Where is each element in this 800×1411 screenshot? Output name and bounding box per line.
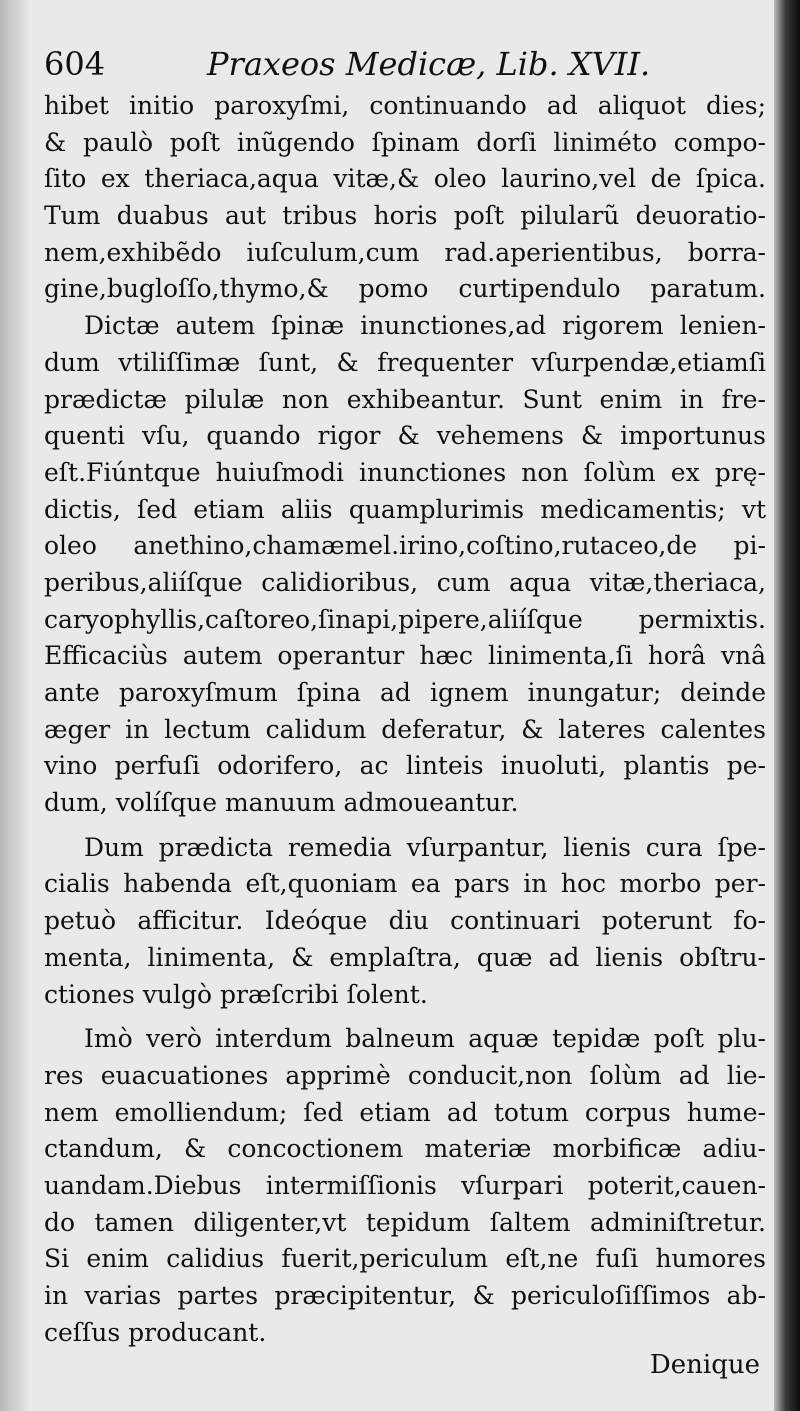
paragraph-1 [44, 88, 766, 308]
text-line: ſito ex theriaca,aqua vitæ,& oleo laurino,vel de ſpica. [44, 164, 766, 194]
text-line: Efficaciùs autem operantur hæc linimenta,ſi horâ vnâ [44, 641, 766, 671]
paragraph-2 [44, 308, 766, 822]
text-line: dictis, ſed etiam aliis quamplurimis medicamentis; vt [44, 494, 766, 524]
text-line: menta, linimenta, & emplaſtra, quæ ad lienis obſtru- [44, 942, 766, 972]
text-line: petuò afficitur. Ideóque diu continuari poterunt fo- [44, 906, 766, 936]
text-line: do tamen diligenter,vt tepidum ſaltem adminiſtretur. [44, 1207, 766, 1237]
text-line: dum, volíſque manuum admoueantur. [44, 788, 519, 818]
text-line: in varias partes præcipitentur, & periculoſiſſimos ab- [44, 1281, 766, 1310]
page-edge [774, 0, 800, 1411]
text-line: & paulò poſt inũgendo ſpinam dorſi liniméto compo- [44, 127, 766, 157]
text-line: Imò verò interdum balneum aquæ tepidæ poſt plu- [84, 1024, 766, 1054]
paragraph-gap [44, 822, 766, 830]
paragraph-gap [44, 1013, 766, 1021]
text-line: vino perfuſi odorifero, ac linteis inuoluti, plantis pe- [44, 751, 766, 781]
running-head [44, 40, 766, 88]
text-line: gine,bugloſſo,thymo,& pomo curtipendulo paratum. [44, 274, 766, 304]
text-line: Dum prædicta remedia vſurpantur, lienis cura ſpe- [84, 832, 766, 862]
text-line: nem,exhibẽdo iuſculum,cum rad.aperientibus, borra- [44, 237, 766, 267]
text-line: peribus,aliíſque calidioribus, cum aqua vitæ,theriaca, [44, 567, 766, 597]
text-line: æger in lectum calidum deferatur, & lateres calentes [44, 714, 766, 744]
page-number: 604 [44, 45, 106, 83]
text-line: cialis habenda eſt,quoniam ea pars in hoc morbo per- [44, 869, 766, 899]
text-block [44, 40, 766, 1351]
text-line: hibet initio paroxyſmi, continuando ad aliquot dies; [44, 91, 766, 120]
text-line: Tum duabus aut tribus horis poſt pilularũ deuoratio- [44, 201, 766, 231]
text-line: caryophyllis,caſtoreo,ſinapi,pipere,aliíſque permixtis. [44, 604, 766, 634]
text-line: ctiones vulgò præſcribi ſolent. [44, 979, 428, 1009]
text-line: quenti vſu, quando rigor & vehemens & importunus [44, 421, 766, 451]
text-line: nem emolliendum; ſed etiam ad totum corpus hume- [44, 1097, 766, 1127]
text-line: eſt.Fiúntque huiuſmodi inunctiones non ſolùm ex prę- [44, 457, 766, 487]
paragraph-3 [44, 830, 766, 1013]
text-line: res euacuationes apprimè conducit,non ſolùm ad lie- [44, 1060, 766, 1090]
text-line: oleo anethino,chamæmel.irino,coſtino,rutaceo,de pi- [44, 531, 766, 561]
text-line: ante paroxyſmum ſpina ad ignem inungatur; deinde [44, 678, 766, 707]
gutter-shadow [0, 0, 30, 1411]
text-line: Si enim calidius fuerit,periculum eſt,ne fuſi humores [44, 1244, 766, 1274]
text-line: ceſſus producant. [44, 1317, 267, 1347]
running-title: Praxeos Medicæ, Lib. XVII. [207, 45, 651, 83]
paragraph-4 [44, 1021, 766, 1351]
text-line: uandam.Diebus intermiſſionis vſurpari poterit,cauen- [44, 1170, 766, 1200]
text-line: prædictæ pilulæ non exhibeantur. Sunt enim in fre- [44, 384, 766, 414]
text-line: dum vtiliſſimæ ſunt, & frequenter vſurpendæ,etiamſi [44, 347, 766, 377]
text-line: Dictæ autem ſpinæ inunctiones,ad rigorem lenien- [84, 311, 766, 341]
text-line: ctandum, & concoctionem materiæ morbificæ adiu- [44, 1134, 766, 1164]
catchword: Denique [649, 1350, 760, 1380]
